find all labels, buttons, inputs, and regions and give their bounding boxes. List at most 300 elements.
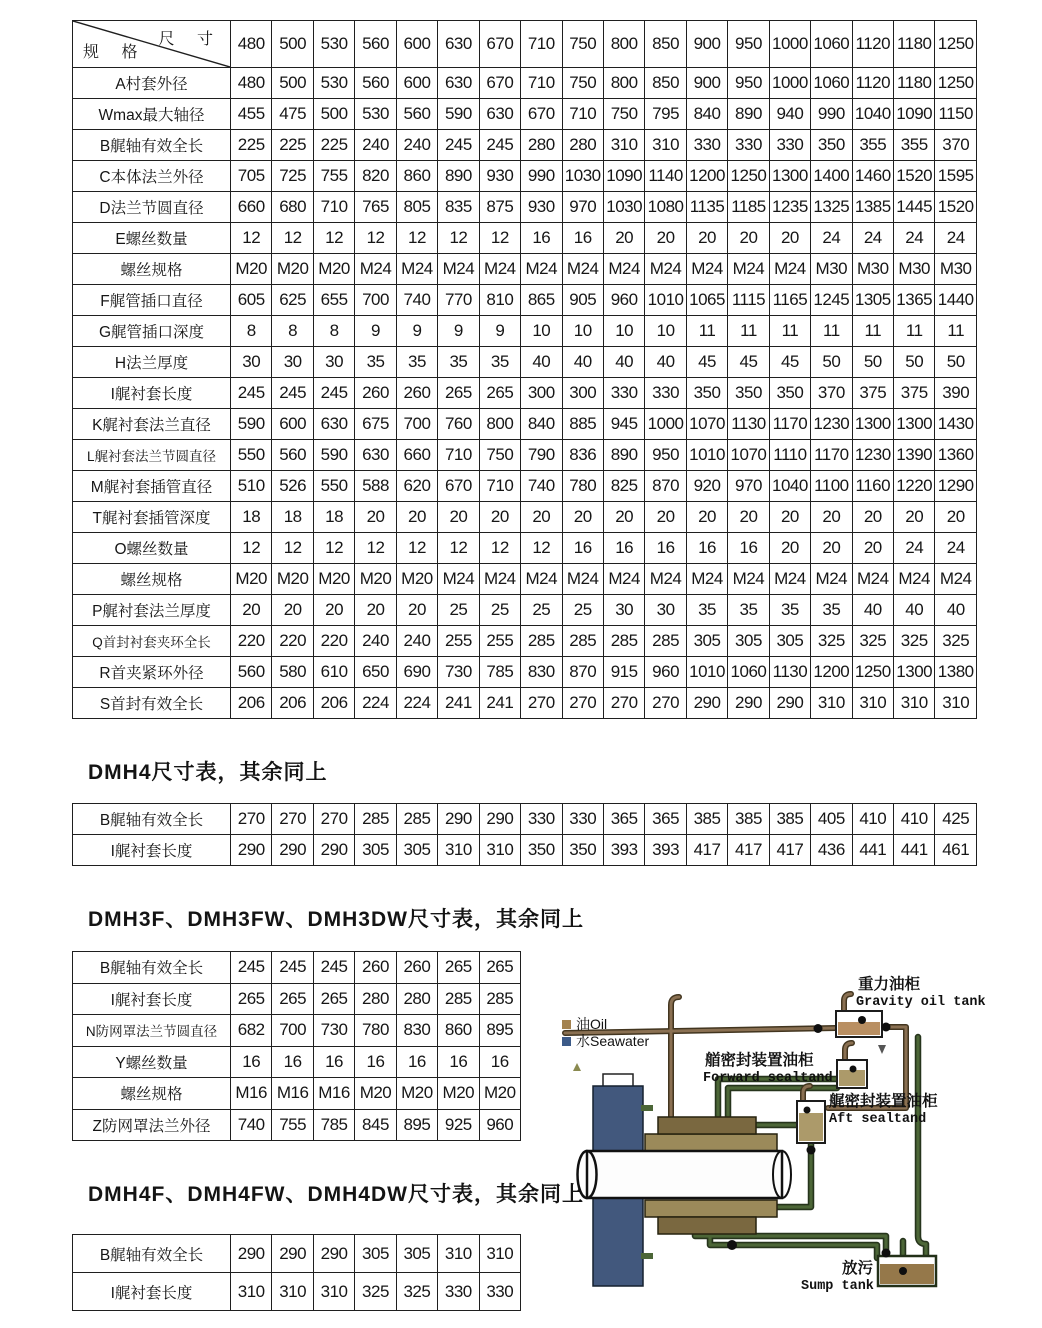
value-cell: 50 <box>935 347 977 378</box>
value-cell: 285 <box>355 804 396 835</box>
row-label: S首封有效全长 <box>73 688 231 719</box>
value-cell: 280 <box>396 983 437 1015</box>
table-row <box>73 983 521 1015</box>
value-cell: 710 <box>438 440 479 471</box>
value-cell: 285 <box>396 804 437 835</box>
value-cell: 20 <box>645 223 686 254</box>
seal-assembly-upper <box>645 1134 777 1151</box>
value-cell: 1110 <box>769 440 810 471</box>
value-cell: 675 <box>355 409 396 440</box>
table-row <box>73 835 977 866</box>
value-cell: 960 <box>603 285 644 316</box>
size-col-header: 1060 <box>811 21 852 68</box>
value-cell: 660 <box>396 440 437 471</box>
value-cell: 560 <box>355 68 396 99</box>
sump-tank-label-en: Sump tank <box>801 1279 874 1294</box>
row-label: Wmax最大轴径 <box>73 99 231 130</box>
value-cell: 206 <box>231 688 272 719</box>
value-cell: 12 <box>355 533 396 564</box>
value-cell: 310 <box>479 1235 520 1273</box>
table-row <box>73 316 977 347</box>
value-cell: 920 <box>686 471 727 502</box>
value-cell: 241 <box>438 688 479 719</box>
value-cell: 241 <box>479 688 520 719</box>
value-cell: 1000 <box>645 409 686 440</box>
value-cell: 630 <box>355 440 396 471</box>
value-cell: 35 <box>438 347 479 378</box>
value-cell: 11 <box>935 316 977 347</box>
value-cell: 40 <box>852 595 893 626</box>
value-cell: 1235 <box>769 192 810 223</box>
value-cell: M20 <box>313 254 354 285</box>
value-cell: 20 <box>313 595 354 626</box>
bulkhead-upper <box>593 1086 643 1152</box>
flow-arrow-up <box>573 1063 581 1071</box>
value-cell: 710 <box>479 471 520 502</box>
size-col-header: 630 <box>438 21 479 68</box>
value-cell: 700 <box>396 409 437 440</box>
value-cell: 285 <box>479 983 520 1015</box>
value-cell: M20 <box>355 564 396 595</box>
value-cell: 840 <box>521 409 562 440</box>
value-cell: 950 <box>645 440 686 471</box>
value-cell: 20 <box>438 502 479 533</box>
value-cell: 1460 <box>852 161 893 192</box>
value-cell: 20 <box>894 502 935 533</box>
row-label: 螺丝规格 <box>73 1078 231 1110</box>
value-cell: 265 <box>313 983 354 1015</box>
table-row <box>73 1015 521 1047</box>
value-cell: 845 <box>355 1109 396 1141</box>
table-row <box>73 564 977 595</box>
row-label: T艉衬套插管深度 <box>73 502 231 533</box>
value-cell: 265 <box>231 983 272 1015</box>
value-cell: 870 <box>562 657 603 688</box>
value-cell: 860 <box>438 1015 479 1047</box>
value-cell: 12 <box>521 533 562 564</box>
value-cell: 417 <box>769 835 810 866</box>
value-cell: 1245 <box>811 285 852 316</box>
value-cell: 9 <box>396 316 437 347</box>
dmh4-section-title: DMH4尺寸表，其余同上 <box>88 761 328 784</box>
value-cell: 18 <box>231 502 272 533</box>
value-cell: 550 <box>313 471 354 502</box>
value-cell: 8 <box>231 316 272 347</box>
value-cell: 330 <box>562 804 603 835</box>
size-col-header: 800 <box>603 21 644 68</box>
value-cell: 12 <box>479 533 520 564</box>
value-cell: 550 <box>231 440 272 471</box>
table-row <box>73 130 977 161</box>
value-cell: 12 <box>396 223 437 254</box>
value-cell: M20 <box>313 564 354 595</box>
value-cell: 305 <box>355 1235 396 1273</box>
value-cell: 765 <box>355 192 396 223</box>
value-cell: 285 <box>521 626 562 657</box>
value-cell: 265 <box>479 952 520 984</box>
forward-seal-tank <box>837 1060 867 1088</box>
dmh4f-dimension-table <box>72 1234 521 1311</box>
value-cell: 325 <box>935 626 977 657</box>
value-cell: 20 <box>811 502 852 533</box>
value-cell: 20 <box>231 595 272 626</box>
table-row <box>73 99 977 130</box>
value-cell: 16 <box>521 223 562 254</box>
value-cell: M24 <box>562 564 603 595</box>
size-col-header: 1250 <box>935 21 977 68</box>
value-cell: 260 <box>355 952 396 984</box>
value-cell: 1360 <box>935 440 977 471</box>
value-cell: M24 <box>562 254 603 285</box>
value-cell: 310 <box>231 1273 272 1311</box>
size-col-header: 750 <box>562 21 603 68</box>
value-cell: 600 <box>272 409 313 440</box>
value-cell: 16 <box>272 1046 313 1078</box>
value-cell: M24 <box>438 564 479 595</box>
value-cell: 800 <box>603 68 644 99</box>
value-cell: 285 <box>562 626 603 657</box>
value-cell: 355 <box>852 130 893 161</box>
value-cell: 370 <box>935 130 977 161</box>
value-cell: 1060 <box>728 657 769 688</box>
value-cell: 330 <box>686 130 727 161</box>
value-cell: 330 <box>603 378 644 409</box>
value-cell: 240 <box>355 626 396 657</box>
value-cell: 560 <box>231 657 272 688</box>
bulkhead-lower <box>593 1198 643 1286</box>
value-cell: 970 <box>728 471 769 502</box>
value-cell: 1300 <box>894 409 935 440</box>
size-col-header: 530 <box>313 21 354 68</box>
value-cell: 1300 <box>894 657 935 688</box>
value-cell: 50 <box>852 347 893 378</box>
value-cell: M30 <box>935 254 977 285</box>
value-cell: 480 <box>231 68 272 99</box>
value-cell: 960 <box>645 657 686 688</box>
value-cell: 16 <box>396 1046 437 1078</box>
value-cell: 270 <box>231 804 272 835</box>
value-cell: 365 <box>645 804 686 835</box>
value-cell: 245 <box>231 952 272 984</box>
value-cell: 280 <box>562 130 603 161</box>
value-cell: 1230 <box>811 409 852 440</box>
value-cell: 305 <box>396 835 437 866</box>
value-cell: 393 <box>645 835 686 866</box>
value-cell: 590 <box>438 99 479 130</box>
value-cell: 670 <box>521 99 562 130</box>
value-cell: 11 <box>852 316 893 347</box>
value-cell: 590 <box>313 440 354 471</box>
main-dimension-table <box>72 20 977 719</box>
value-cell: M24 <box>355 254 396 285</box>
value-cell: 20 <box>562 502 603 533</box>
value-cell: 270 <box>645 688 686 719</box>
value-cell: M24 <box>728 564 769 595</box>
value-cell: 260 <box>396 952 437 984</box>
value-cell: 290 <box>686 688 727 719</box>
value-cell: 475 <box>272 99 313 130</box>
row-label: B艉轴有效全长 <box>73 130 231 161</box>
legend-water-label: 水Seawater <box>576 1033 650 1049</box>
value-cell: 290 <box>769 688 810 719</box>
value-cell: 915 <box>603 657 644 688</box>
row-label: F艉管插口直径 <box>73 285 231 316</box>
row-label: I艉衬套长度 <box>73 1273 231 1311</box>
value-cell: 25 <box>521 595 562 626</box>
value-cell: 1010 <box>686 657 727 688</box>
value-cell: 330 <box>728 130 769 161</box>
value-cell: 750 <box>479 440 520 471</box>
value-cell: 300 <box>562 378 603 409</box>
value-cell: 860 <box>396 161 437 192</box>
value-cell: 40 <box>935 595 977 626</box>
value-cell: 1250 <box>852 657 893 688</box>
value-cell: 300 <box>521 378 562 409</box>
value-cell: 1060 <box>811 68 852 99</box>
value-cell: 785 <box>479 657 520 688</box>
value-cell: 24 <box>894 223 935 254</box>
value-cell: 1250 <box>728 161 769 192</box>
value-cell: M24 <box>396 254 437 285</box>
corner-cell <box>73 21 231 68</box>
value-cell: M16 <box>231 1078 272 1110</box>
value-cell: 35 <box>728 595 769 626</box>
gravity-oil-tank <box>836 1011 882 1037</box>
row-label: E螺丝数量 <box>73 223 231 254</box>
value-cell: 16 <box>562 533 603 564</box>
value-cell: 8 <box>313 316 354 347</box>
value-cell: 885 <box>562 409 603 440</box>
value-cell: 890 <box>603 440 644 471</box>
table-row <box>73 1235 521 1273</box>
value-cell: 25 <box>438 595 479 626</box>
table-row <box>73 502 977 533</box>
size-col-header: 670 <box>479 21 520 68</box>
value-cell: 1140 <box>645 161 686 192</box>
value-cell: 206 <box>272 688 313 719</box>
value-cell: 750 <box>562 68 603 99</box>
value-cell: 24 <box>811 223 852 254</box>
row-label: Y螺丝数量 <box>73 1046 231 1078</box>
value-cell: 1010 <box>686 440 727 471</box>
value-cell: 875 <box>479 192 520 223</box>
value-cell: 16 <box>686 533 727 564</box>
value-cell: M30 <box>852 254 893 285</box>
flow-arrow-down <box>878 1045 886 1054</box>
value-cell: 905 <box>562 285 603 316</box>
value-cell: 436 <box>811 835 852 866</box>
value-cell: 830 <box>396 1015 437 1047</box>
value-cell: 700 <box>355 285 396 316</box>
aft-seal-label-en: Aft sealtand <box>829 1112 927 1127</box>
value-cell: 30 <box>231 347 272 378</box>
value-cell: 682 <box>231 1015 272 1047</box>
value-cell: 16 <box>231 1046 272 1078</box>
row-label: B艉轴有效全长 <box>73 804 231 835</box>
value-cell: 325 <box>852 626 893 657</box>
value-cell: 40 <box>894 595 935 626</box>
value-cell: 705 <box>231 161 272 192</box>
value-cell: 393 <box>603 835 644 866</box>
table-row <box>73 347 977 378</box>
value-cell: 1065 <box>686 285 727 316</box>
value-cell: 305 <box>728 626 769 657</box>
value-cell: 310 <box>935 688 977 719</box>
value-cell: 325 <box>894 626 935 657</box>
value-cell: M24 <box>479 254 520 285</box>
value-cell: 20 <box>728 502 769 533</box>
value-cell: 1325 <box>811 192 852 223</box>
value-cell: 1170 <box>769 409 810 440</box>
value-cell: M24 <box>811 564 852 595</box>
value-cell: 1400 <box>811 161 852 192</box>
value-cell: 630 <box>438 68 479 99</box>
value-cell: M24 <box>645 564 686 595</box>
value-cell: 20 <box>686 223 727 254</box>
value-cell: 45 <box>728 347 769 378</box>
value-cell: 410 <box>894 804 935 835</box>
value-cell: 1445 <box>894 192 935 223</box>
value-cell: 20 <box>355 595 396 626</box>
value-cell: 290 <box>313 835 354 866</box>
value-cell: 310 <box>894 688 935 719</box>
value-cell: 305 <box>769 626 810 657</box>
value-cell: M20 <box>479 1078 520 1110</box>
value-cell: 990 <box>811 99 852 130</box>
value-cell: 20 <box>935 502 977 533</box>
value-cell: 840 <box>686 99 727 130</box>
value-cell: M24 <box>438 254 479 285</box>
value-cell: 265 <box>438 952 479 984</box>
value-cell: M20 <box>355 1078 396 1110</box>
row-label: L艉衬套法兰节圆直径 <box>73 440 231 471</box>
size-col-header: 480 <box>231 21 272 68</box>
table-row <box>73 440 977 471</box>
value-cell: 10 <box>521 316 562 347</box>
row-label: B艉轴有效全长 <box>73 952 231 984</box>
value-cell: 10 <box>562 316 603 347</box>
legend-oil-label: 油Oil <box>576 1016 608 1032</box>
value-cell: 625 <box>272 285 313 316</box>
value-cell: 588 <box>355 471 396 502</box>
value-cell: 390 <box>935 378 977 409</box>
value-cell: 530 <box>355 99 396 130</box>
row-label: 螺丝规格 <box>73 254 231 285</box>
row-label: I艉衬套长度 <box>73 983 231 1015</box>
forward-seal-label-cn: 艏密封装置油柜 <box>705 1052 814 1069</box>
value-cell: 9 <box>479 316 520 347</box>
value-cell: 40 <box>521 347 562 378</box>
table-row <box>73 285 977 316</box>
value-cell: 24 <box>935 223 977 254</box>
value-cell: 220 <box>272 626 313 657</box>
value-cell: 20 <box>355 502 396 533</box>
value-cell: 900 <box>686 68 727 99</box>
value-cell: 20 <box>603 502 644 533</box>
value-cell: 1300 <box>769 161 810 192</box>
value-cell: M20 <box>272 254 313 285</box>
value-cell: 1305 <box>852 285 893 316</box>
value-cell: 285 <box>645 626 686 657</box>
value-cell: 290 <box>272 835 313 866</box>
value-cell: 526 <box>272 471 313 502</box>
value-cell: 890 <box>438 161 479 192</box>
value-cell: 1135 <box>686 192 727 223</box>
value-cell: 895 <box>479 1015 520 1047</box>
value-cell: 245 <box>313 378 354 409</box>
value-cell: 330 <box>521 804 562 835</box>
value-cell: 1520 <box>935 192 977 223</box>
value-cell: 750 <box>603 99 644 130</box>
value-cell: 1010 <box>645 285 686 316</box>
value-cell: 1090 <box>894 99 935 130</box>
row-label: I艉衬套长度 <box>73 378 231 409</box>
value-cell: 1180 <box>894 68 935 99</box>
value-cell: 12 <box>272 533 313 564</box>
value-cell: 16 <box>645 533 686 564</box>
value-cell: 670 <box>438 471 479 502</box>
value-cell: 35 <box>811 595 852 626</box>
seal-housing-upper <box>658 1117 756 1134</box>
value-cell: 225 <box>272 130 313 161</box>
value-cell: 710 <box>562 99 603 130</box>
value-cell: 1390 <box>894 440 935 471</box>
row-label: H法兰厚度 <box>73 347 231 378</box>
value-cell: 385 <box>769 804 810 835</box>
value-cell: 780 <box>355 1015 396 1047</box>
value-cell: 1250 <box>935 68 977 99</box>
value-cell: 835 <box>438 192 479 223</box>
value-cell: 800 <box>479 409 520 440</box>
value-cell: 690 <box>396 657 437 688</box>
row-label: C本体法兰外径 <box>73 161 231 192</box>
value-cell: 35 <box>479 347 520 378</box>
value-cell: 270 <box>603 688 644 719</box>
value-cell: 12 <box>231 533 272 564</box>
value-cell: M20 <box>231 564 272 595</box>
value-cell: 805 <box>396 192 437 223</box>
value-cell: 245 <box>479 130 520 161</box>
value-cell: 350 <box>728 378 769 409</box>
value-cell: 410 <box>852 804 893 835</box>
value-cell: 270 <box>521 688 562 719</box>
value-cell: 1130 <box>769 657 810 688</box>
value-cell: 50 <box>894 347 935 378</box>
corner-spec-label: 规 格 <box>83 44 147 61</box>
value-cell: 255 <box>479 626 520 657</box>
legend-water-swatch <box>562 1037 571 1046</box>
table-row <box>73 409 977 440</box>
value-cell: 10 <box>603 316 644 347</box>
value-cell: 1030 <box>562 161 603 192</box>
row-label: Q首封衬套夹环全长 <box>73 626 231 657</box>
size-header-row <box>73 21 977 68</box>
value-cell: 530 <box>313 68 354 99</box>
value-cell: 405 <box>811 804 852 835</box>
value-cell: 265 <box>272 983 313 1015</box>
value-cell: 240 <box>396 626 437 657</box>
value-cell: 224 <box>396 688 437 719</box>
value-cell: 12 <box>438 533 479 564</box>
value-cell: 310 <box>852 688 893 719</box>
size-col-header: 1120 <box>852 21 893 68</box>
value-cell: 245 <box>272 378 313 409</box>
value-cell: 12 <box>479 223 520 254</box>
value-cell: 780 <box>562 471 603 502</box>
value-cell: 740 <box>521 471 562 502</box>
value-cell: 1440 <box>935 285 977 316</box>
row-label: P艉衬套法兰厚度 <box>73 595 231 626</box>
